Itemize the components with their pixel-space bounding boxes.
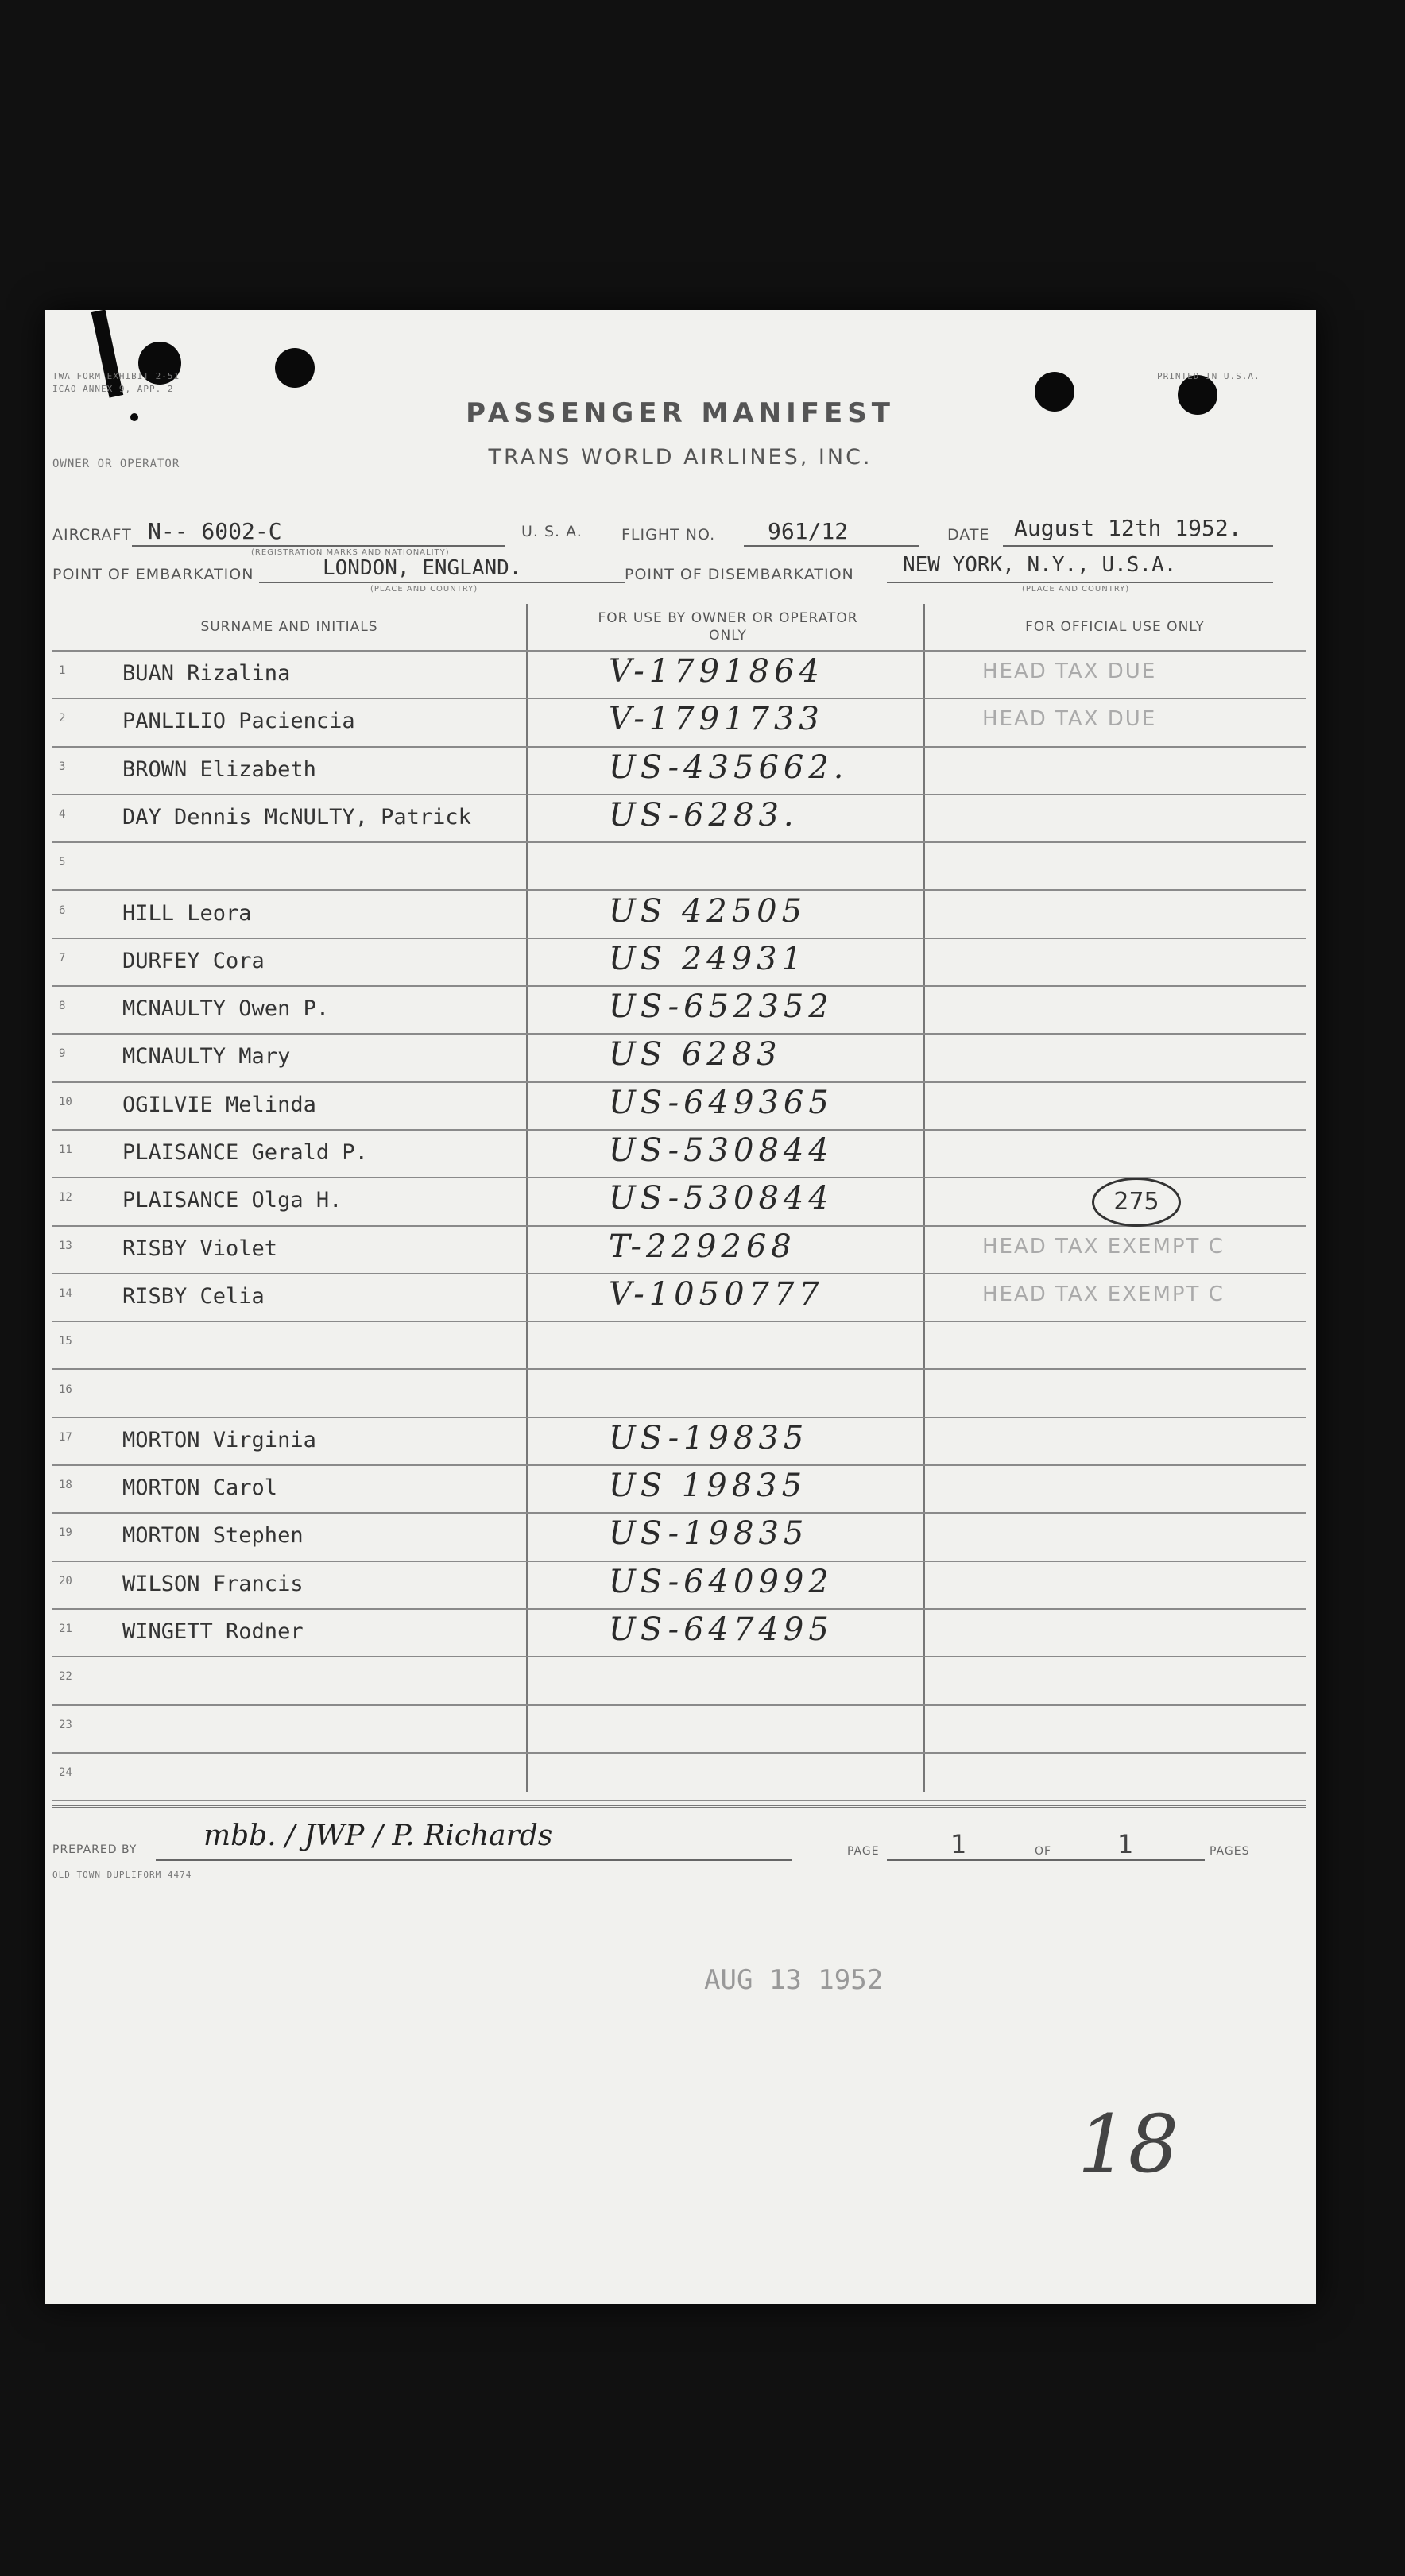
passport-number: US-530844 <box>609 1180 834 1217</box>
aircraft-value: N-- 6002-C <box>148 518 282 544</box>
passport-number: US-652352 <box>609 988 834 1026</box>
form-reference: TWA FORM EXHIBIT 2-51 ICAO ANNEX 9, APP. 2 <box>52 371 180 394</box>
passport-number: US 6283 <box>609 1036 782 1073</box>
passport-number: US-19835 <box>609 1515 809 1553</box>
official-note: HEAD TAX EXEMPT C <box>982 1234 1225 1259</box>
embark-place-note: (PLACE AND COUNTRY) <box>370 585 478 594</box>
prepared-by-signature: mbb. / JWP / P. Richards <box>203 1820 553 1852</box>
disembark-place-note: (PLACE AND COUNTRY) <box>1022 585 1130 594</box>
official-note: HEAD TAX DUE <box>982 707 1157 732</box>
page-label: PAGE <box>847 1845 880 1858</box>
passenger-name: MCNAULTY Mary <box>122 1044 291 1069</box>
passenger-name: OGILVIE Melinda <box>122 1092 316 1117</box>
row-number: 10 <box>59 1095 72 1108</box>
table-row <box>52 841 1306 891</box>
official-note: HEAD TAX EXEMPT C <box>982 1282 1225 1306</box>
row-number: 24 <box>59 1766 72 1779</box>
embark-underline <box>259 582 625 583</box>
passenger-name: BUAN Rizalina <box>122 661 291 686</box>
prepared-underline <box>156 1859 792 1861</box>
table-row <box>52 1033 1306 1082</box>
embarkation-value: LONDON, ENGLAND. <box>323 556 522 580</box>
row-number: 7 <box>59 951 66 965</box>
flight-date: August 12th 1952. <box>1014 515 1242 541</box>
table-row <box>52 794 1306 843</box>
disembark-underline <box>887 582 1273 583</box>
airline-name: TRANS WORLD AIRLINES, INC. <box>488 445 873 470</box>
row-number: 17 <box>59 1430 72 1444</box>
of-label: OF <box>1035 1845 1052 1858</box>
passport-number: US 24931 <box>609 940 807 977</box>
row-number: 3 <box>59 760 66 773</box>
row-number: 11 <box>59 1143 72 1156</box>
passenger-name: RISBY Violet <box>122 1236 278 1261</box>
row-number: 15 <box>59 1335 72 1348</box>
passenger-name: WILSON Francis <box>122 1571 304 1596</box>
row-number: 6 <box>59 903 66 917</box>
header-divider <box>52 604 1306 652</box>
passport-number: US-647495 <box>609 1611 834 1648</box>
passport-number: US-19835 <box>609 1419 809 1456</box>
table-row <box>52 650 1306 699</box>
row-number: 20 <box>59 1574 72 1588</box>
row-number: 21 <box>59 1623 72 1635</box>
passenger-name: MORTON Virginia <box>122 1427 316 1452</box>
table-row <box>52 1321 1306 1370</box>
row-number: 23 <box>59 1718 72 1731</box>
table-row <box>52 890 1306 939</box>
page-title: PASSENGER MANIFEST <box>466 397 895 429</box>
flight-label: FLIGHT NO. <box>621 526 716 543</box>
table-bottom-rule <box>52 1805 1306 1808</box>
passenger-name: HILL Leora <box>122 900 252 926</box>
aircraft-underline <box>132 545 505 547</box>
passenger-name: BROWN Elizabeth <box>122 756 316 782</box>
manifest-sheet <box>45 310 1316 2304</box>
disembarkation-value: NEW YORK, N.Y., U.S.A. <box>903 553 1177 577</box>
flight-number: 961/12 <box>768 518 849 544</box>
page-total: 1 <box>1117 1829 1134 1859</box>
passport-number: US-530844 <box>609 1132 834 1169</box>
date-underline <box>1003 545 1273 547</box>
passenger-name: RISBY Celia <box>122 1283 265 1309</box>
passenger-name: PANLILIO Paciencia <box>122 709 355 734</box>
form-number: OLD TOWN DUPLIFORM 4474 <box>52 1870 192 1880</box>
row-number: 5 <box>59 856 66 869</box>
count-stamp: 275 <box>1092 1178 1181 1227</box>
table-row <box>52 1608 1306 1657</box>
table-row <box>52 746 1306 795</box>
passport-number: US-6283. <box>609 796 799 834</box>
table-row <box>52 1656 1306 1705</box>
passenger-name: WINGETT Rodner <box>122 1619 304 1644</box>
passport-number: V-1791864 <box>609 653 824 690</box>
table-row <box>52 1225 1306 1274</box>
passenger-name: PLAISANCE Gerald P. <box>122 1140 368 1165</box>
row-number: 8 <box>59 1000 66 1013</box>
row-number: 22 <box>59 1670 72 1684</box>
passport-number: V-1050777 <box>609 1275 824 1313</box>
table-row <box>52 1561 1306 1610</box>
passport-number: V-1791733 <box>609 701 824 738</box>
passport-number: US 42505 <box>609 892 807 930</box>
passenger-name: MCNAULTY Owen P. <box>122 996 330 1022</box>
passport-number: US-435662. <box>609 748 849 786</box>
row-number: 2 <box>59 712 66 725</box>
table-row <box>52 985 1306 1035</box>
column-header-official-use: FOR OFFICIAL USE ONLY <box>1025 619 1205 635</box>
punch-hole <box>275 348 315 388</box>
table-row <box>52 698 1306 747</box>
table-row <box>52 1704 1306 1754</box>
column-header-owner-use: FOR USE BY OWNER OR OPERATOR ONLY <box>598 610 858 644</box>
disembarkation-label: POINT OF DISEMBARKATION <box>625 566 854 583</box>
pages-label: PAGES <box>1210 1845 1250 1858</box>
passenger-name: MORTON Stephen <box>122 1523 304 1549</box>
sheet-number: 18 <box>1078 2098 1179 2191</box>
table-row <box>52 1081 1306 1131</box>
row-number: 9 <box>59 1047 66 1061</box>
table-row <box>52 1369 1306 1418</box>
printed-note: PRINTED IN U.S.A. <box>1157 371 1260 381</box>
country-label: U. S. A. <box>521 523 583 540</box>
row-number: 1 <box>59 664 66 677</box>
row-number: 4 <box>59 807 66 821</box>
embarkation-label: POINT OF EMBARKATION <box>52 566 254 583</box>
table-row <box>52 938 1306 987</box>
row-number: 14 <box>59 1286 72 1300</box>
table-row <box>52 1129 1306 1178</box>
registration-note: (REGISTRATION MARKS AND NATIONALITY) <box>251 548 450 557</box>
table-row <box>52 1752 1306 1801</box>
column-header-surname: SURNAME AND INITIALS <box>200 619 378 635</box>
passport-number: T-229268 <box>609 1228 796 1265</box>
row-number: 16 <box>59 1383 72 1396</box>
page-underline <box>887 1859 1205 1861</box>
owner-operator-label: OWNER OR OPERATOR <box>52 458 180 470</box>
table-row <box>52 1417 1306 1466</box>
passenger-name: DAY Dennis McNULTY, Patrick <box>122 804 471 830</box>
table-row <box>52 1464 1306 1514</box>
row-number: 12 <box>59 1191 72 1205</box>
received-date-stamp: AUG 13 1952 <box>704 1964 884 1996</box>
passenger-name: PLAISANCE Olga H. <box>122 1188 343 1213</box>
passenger-name: MORTON Carol <box>122 1476 278 1501</box>
row-number: 13 <box>59 1239 72 1252</box>
official-note: HEAD TAX DUE <box>982 659 1157 683</box>
table-row <box>52 1273 1306 1322</box>
aircraft-label: AIRCRAFT <box>52 526 132 543</box>
passport-number: US-640992 <box>609 1563 834 1600</box>
passenger-name: DURFEY Cora <box>122 948 265 973</box>
flight-underline <box>744 545 919 547</box>
passport-number: US-649365 <box>609 1084 834 1121</box>
date-label: DATE <box>947 526 990 543</box>
passport-number: US 19835 <box>609 1468 807 1505</box>
row-number: 18 <box>59 1479 72 1492</box>
page-number: 1 <box>950 1829 967 1859</box>
table-row <box>52 1512 1306 1561</box>
row-number: 19 <box>59 1526 72 1540</box>
prepared-by-label: PREPARED BY <box>52 1843 137 1856</box>
